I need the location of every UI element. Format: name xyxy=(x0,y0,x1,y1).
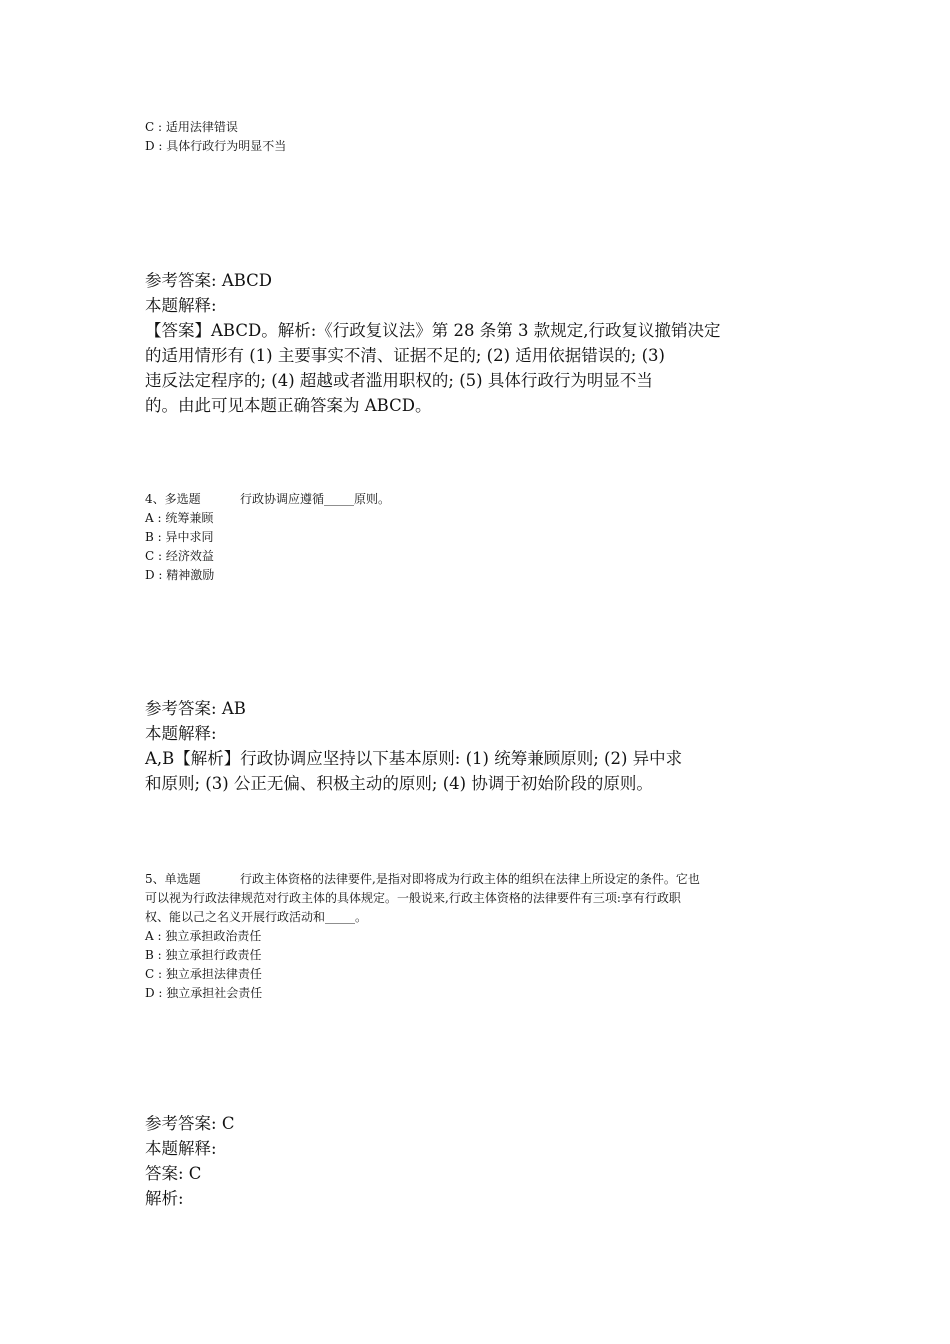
explain-label: 本题解释: xyxy=(145,1139,217,1158)
q3-option-c: C : 适用法律错误 xyxy=(145,120,238,134)
q4-number: 4、多选题 xyxy=(145,492,201,506)
q4-question xyxy=(145,490,805,585)
q5-option-c: C : 独立承担法律责任 xyxy=(145,967,262,981)
q3-options xyxy=(145,118,286,156)
q5-stem-line: 可以视为行政法律规范对行政主体的具体规定。一般说来,行政主体资格的法律要件有三项:享有行政职 xyxy=(145,891,681,905)
q5-number: 5、单选题 xyxy=(145,872,201,886)
answer-value: AB xyxy=(221,699,246,718)
explain-line: 的。由此可见本题正确答案为 ABCD。 xyxy=(145,396,432,415)
q3-answer-line xyxy=(145,268,805,293)
analysis-label: 解析: xyxy=(145,1189,184,1208)
q5-option-d: D : 独立承担社会责任 xyxy=(145,986,263,1000)
explain-line: 违反法定程序的; (4) 超越或者滥用职权的; (5) 具体行政行为明显不当 xyxy=(145,371,653,390)
explain-line: 【答案】ABCD。解析:《行政复议法》第 28 条第 3 款规定,行政复议撤销决定 xyxy=(145,321,721,340)
q4-stem: 行政协调应遵循_____原则。 xyxy=(240,492,391,506)
answer-label: 参考答案: xyxy=(145,271,217,290)
answer-value: C xyxy=(221,1114,235,1133)
answer-label: 参考答案: xyxy=(145,1114,217,1133)
q4-option-b: B : 异中求同 xyxy=(145,530,214,544)
answer-restate: 答案: C xyxy=(145,1164,202,1183)
q3-option-d: D : 具体行政行为明显不当 xyxy=(145,139,287,153)
explain-line: A,B【解析】行政协调应坚持以下基本原则: (1) 统筹兼顾原则; (2) 异中求 xyxy=(145,749,683,768)
q5-answer-line xyxy=(145,1111,805,1136)
explain-line: 和原则; (3) 公正无偏、积极主动的原则; (4) 协调于初始阶段的原则。 xyxy=(145,774,653,793)
answer-value: ABCD xyxy=(221,271,273,290)
q5-stem-line xyxy=(145,870,805,889)
explain-line: 的适用情形有 (1) 主要事实不清、证据不足的; (2) 适用依据错误的; (3) xyxy=(145,346,665,365)
q5-answer-block xyxy=(145,1111,805,1211)
q3-answer-block xyxy=(145,268,805,418)
explain-label: 本题解释: xyxy=(145,724,217,743)
answer-label: 参考答案: xyxy=(145,699,217,718)
q4-option-a: A : 统筹兼顾 xyxy=(145,511,214,525)
q5-question xyxy=(145,870,805,1003)
q5-stem: 行政主体资格的法律要件,是指对即将成为行政主体的组织在法律上所设定的条件。它也 xyxy=(240,872,700,886)
q4-answer-block xyxy=(145,696,805,796)
q5-option-b: B : 独立承担行政责任 xyxy=(145,948,262,962)
q4-option-d: D : 精神激励 xyxy=(145,568,215,582)
q5-option-a: A : 独立承担政治责任 xyxy=(145,929,262,943)
explain-label: 本题解释: xyxy=(145,296,217,315)
q4-answer-line xyxy=(145,696,805,721)
q4-stem-line xyxy=(145,490,805,509)
q4-option-c: C : 经济效益 xyxy=(145,549,214,563)
q5-stem-line: 权、能以己之名义开展行政活动和_____。 xyxy=(145,910,368,924)
